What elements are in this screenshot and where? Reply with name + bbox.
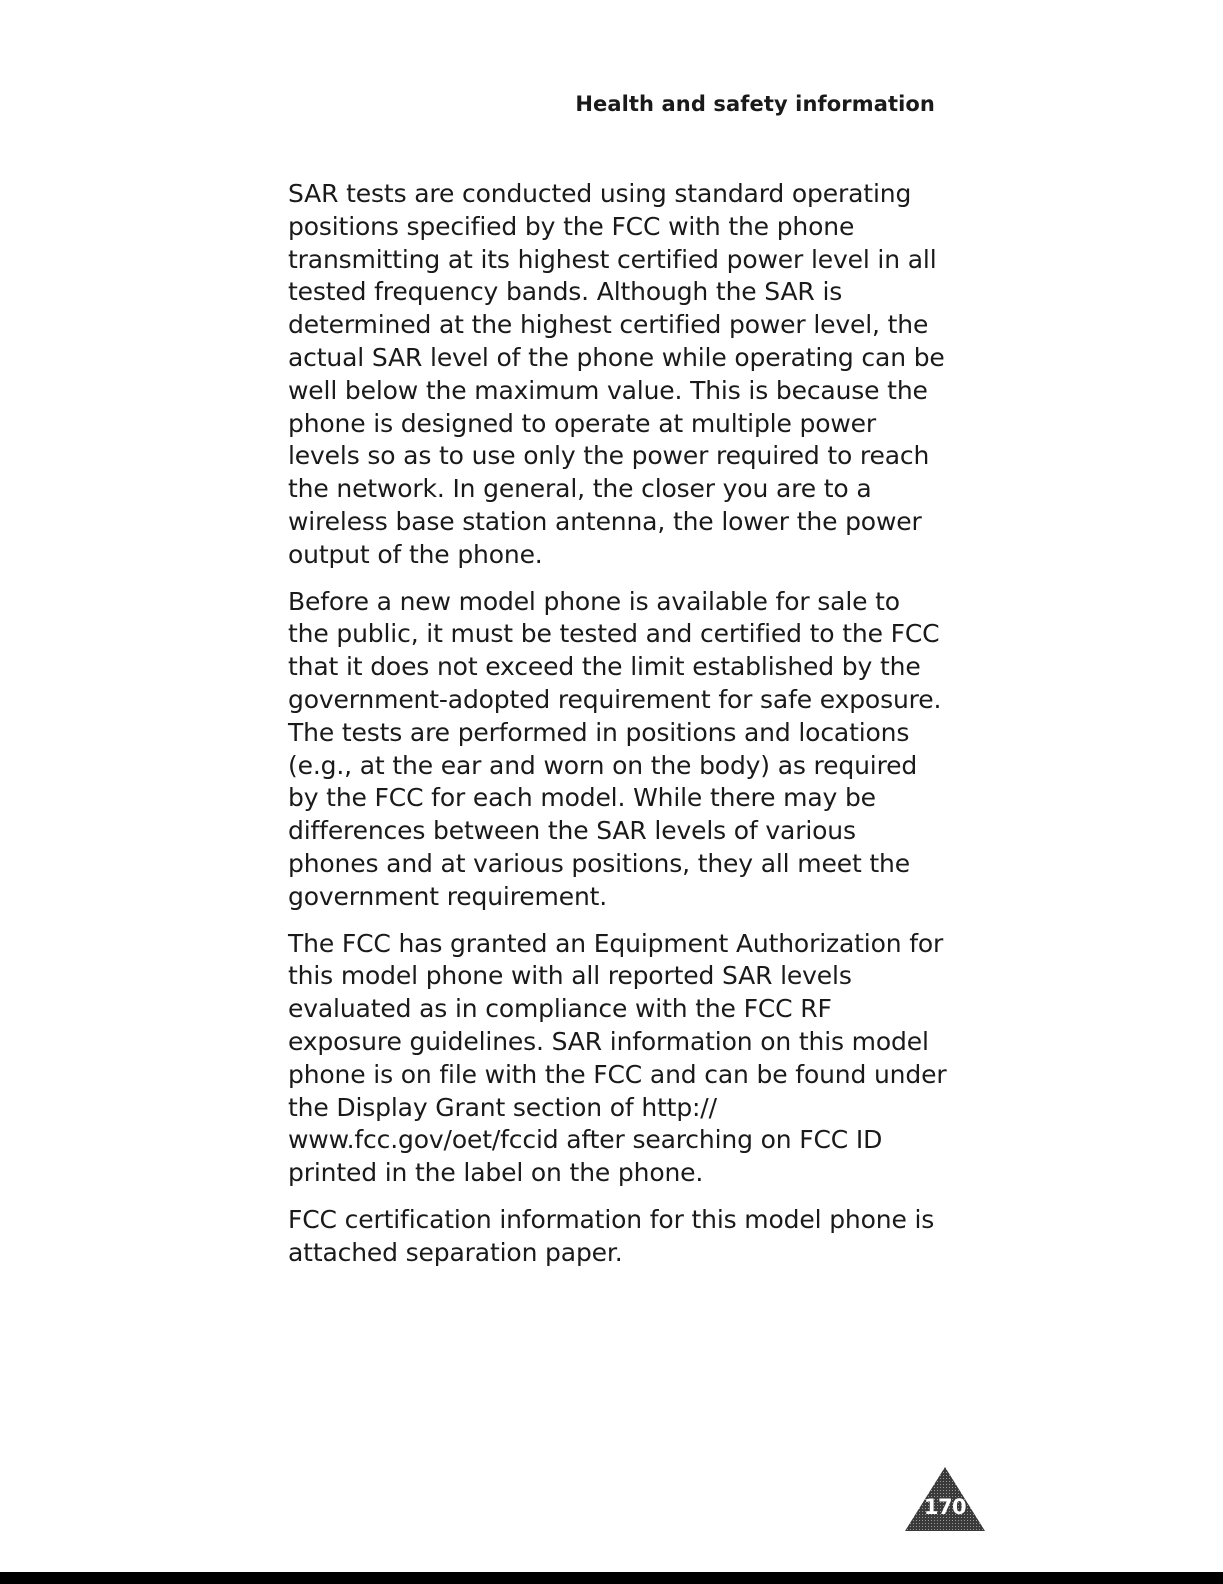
- page-number-marker: [903, 1465, 987, 1533]
- paragraph-fcc-certification-info: FCC certification information for this model phone is attached separation paper.: [288, 1204, 935, 1267]
- bottom-border: [0, 1572, 1223, 1584]
- paragraph-equipment-authorization: The FCC has granted an Equipment Authorization for this model phone with all reported SAR levels evaluated as in compliance with the FCC RF exposure guidelines. SAR information on this model phone is on file with the FCC and can be found under the Display Grant section of http:// www.fcc.gov/oet/fccid after searching on FCC ID printed in the label on the phone.: [288, 928, 947, 1188]
- paragraph-certification: Before a new model phone is available for sale to the public, it must be tested and certified to the FCC that it does not exceed the limit established by the government-adopted requirement for safe exposure. The tests are performed in positions and locations (e.g., at the ear and worn on the body) as required by the FCC for each model. While there may be differences between the SAR levels of various phones and at various positions, they all meet the government requirement.: [288, 586, 942, 911]
- page-number: 170: [923, 1495, 967, 1519]
- paragraph-sar-tests: SAR tests are conducted using standard operating positions specified by the FCC with the phone transmitting at its highest certified power level in all tested frequency bands. Although the SAR is determined at the highest certified power level, the actual SAR level of the phone while operating can be well below the maximum value. This is because the phone is designed to operate at multiple power levels so as to use only the power required to reach the network. In general, the closer you are to a wireless base station antenna, the lower the power output of the phone.: [288, 179, 945, 569]
- body-text: [288, 178, 948, 1284]
- page-header-title: Health and safety information: [575, 92, 935, 116]
